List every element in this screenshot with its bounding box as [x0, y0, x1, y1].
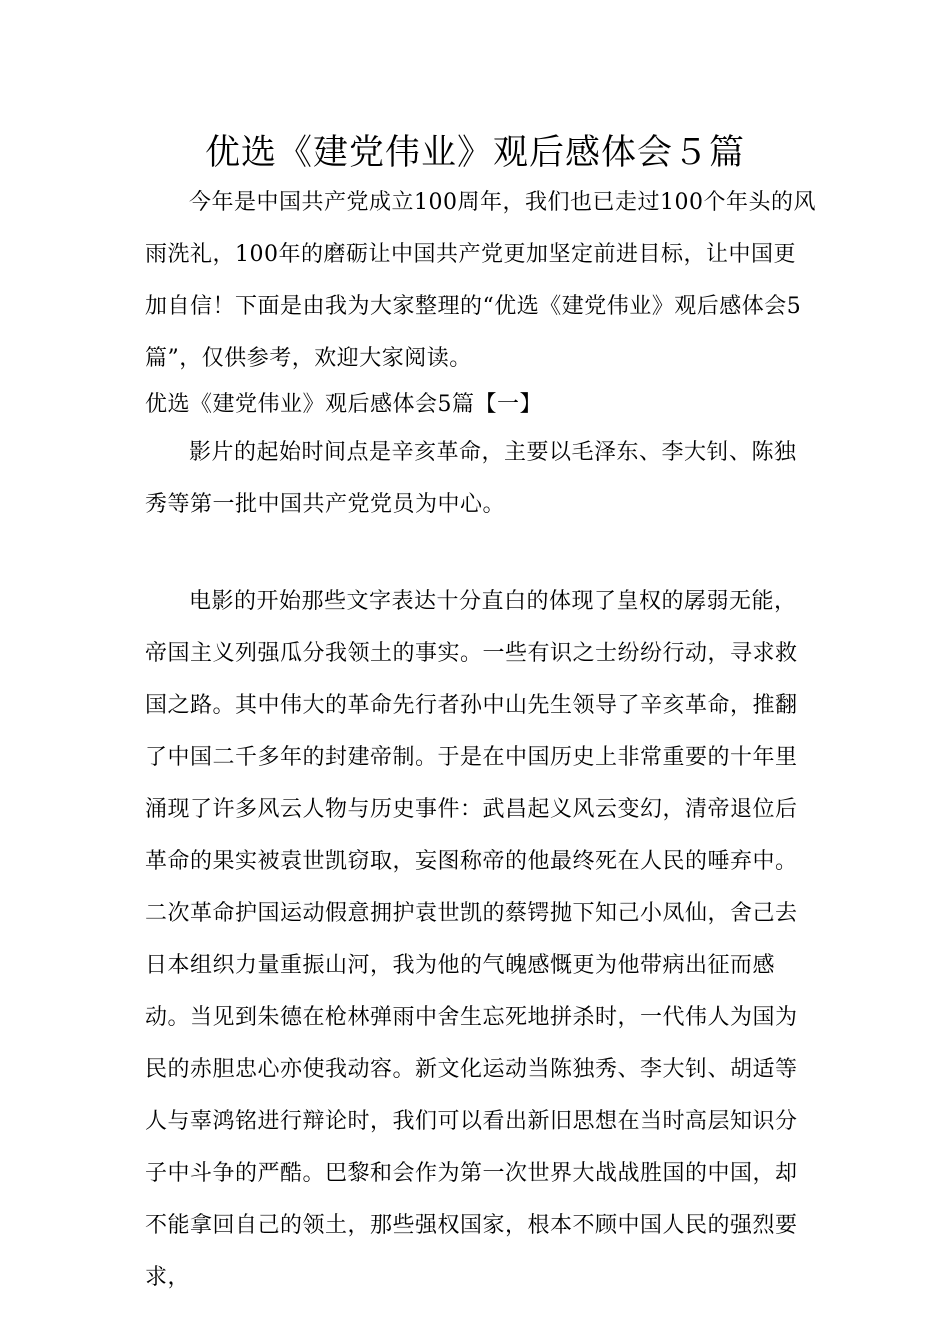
- section-heading: 优选《建党伟业》观后感体会5篇【一】: [145, 392, 542, 417]
- body-paragraph-1: 影片的起始时间点是辛亥革命，主要以毛泽东、李大钊、陈独秀等第一批中国共产党党员为中心。: [145, 440, 797, 517]
- intro-paragraph: 今年是中国共产党成立100周年，我们也已走过100个年头的风雨洗礼，100年的磨砺让中国共产党更加坚定前进目标，让中国更加自信！下面是由我为大家整理的“优选《建党伟业》观后感体会5篇”，仅供参考，欢迎大家阅读。: [145, 190, 816, 371]
- body-paragraph-2: 电影的开始那些文字表达十分直白的体现了皇权的孱弱无能，帝国主义列强瓜分我领土的事实。一些有识之士纷纷行动，寻求救国之路。其中伟大的革命先行者孙中山先生领导了辛亥革命，推翻了中国二千多年的封建帝制。于是在中国历史上非常重要的十年里涌现了许多风云人物与历史事件：武昌起义风云变幻，清帝退位后革命的果实被袁世凯窃取，妄图称帝的他最终死在人民的唾弃中。二次革命护国运动假意拥护袁世凯的蔡锷抛下知己小凤仙，舍己去日本组织力量重振山河，我为他的气魄感慨更为他带病出征而感动。当见到朱德在枪林弹雨中舍生忘死地拼杀时，一代伟人为国为民的赤胆忠心亦使我动容。新文化运动当陈独秀、李大钊、胡适等人与辜鸿铭进行辩论时，我们可以看出新旧思想在当时高层知识分子中斗争的严酷。巴黎和会作为第一次世界大战战胜国的中国，却不能拿回自己的领土，那些强权国家，根本不顾中国人民的强烈要求，: [145, 589, 798, 1290]
- document-title: 优选《建党伟业》观后感体会５篇: [204, 133, 745, 173]
